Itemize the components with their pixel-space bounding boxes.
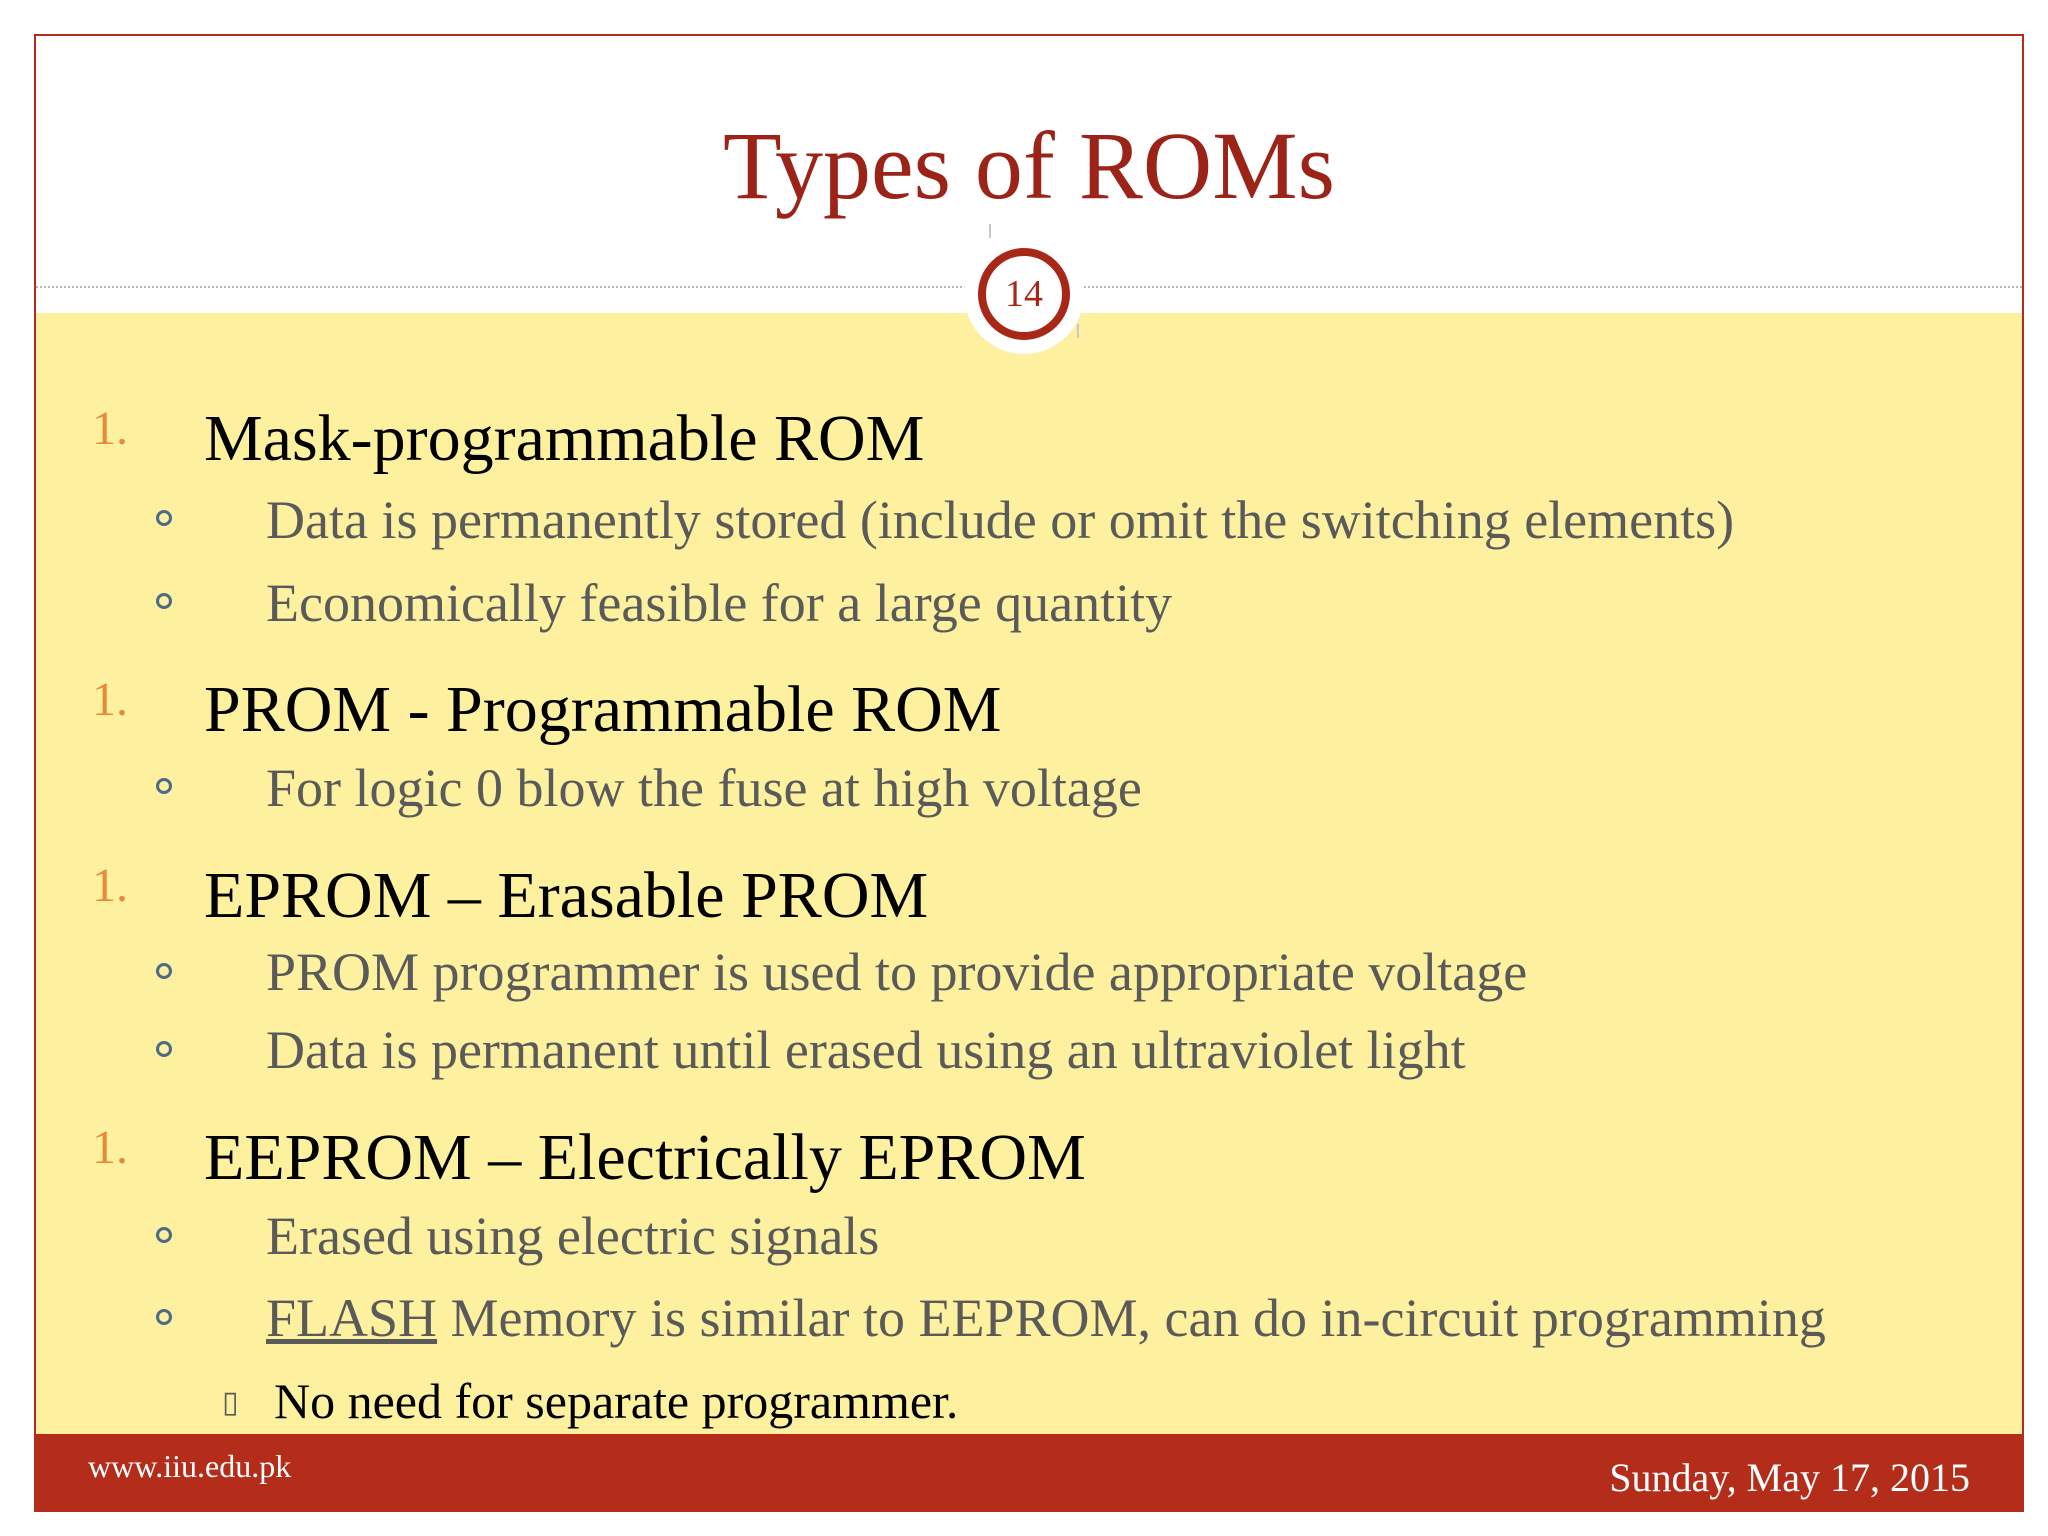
badge-tick	[989, 224, 991, 238]
flash-link[interactable]: FLASH	[266, 1288, 438, 1348]
section-2-heading: PROM - Programmable ROM	[204, 673, 1002, 746]
section-3-bullet-1: PROM programmer is used to provide appropriate voltage	[266, 942, 1528, 1002]
bullet-circle-icon	[156, 778, 172, 794]
slide-footer	[36, 1434, 2022, 1510]
square-bullet-icon: ▯	[222, 1386, 239, 1419]
badge-tick	[1077, 324, 1079, 338]
section-4-bullet-2	[266, 1287, 1826, 1349]
page-number-badge: 14	[978, 248, 1070, 340]
bullet-circle-icon	[156, 1309, 172, 1325]
slide-content	[36, 313, 2022, 1468]
slide-title: Types of ROMs	[723, 112, 1335, 219]
footer-date: Sunday, May 17, 2015	[1609, 1455, 1970, 1500]
section-3-heading: EPROM – Erasable PROM	[204, 859, 929, 932]
bullet-circle-icon	[156, 1041, 172, 1057]
bullet-circle-icon	[156, 963, 172, 979]
section-1-number: 1.	[92, 402, 128, 455]
footer-website: www.iiu.edu.pk	[88, 1448, 292, 1484]
bullet-circle-icon	[156, 593, 172, 609]
section-1-heading: Mask-programmable ROM	[204, 402, 925, 475]
section-2-bullet-1: For logic 0 blow the fuse at high voltage	[266, 758, 1142, 818]
bullet-circle-icon	[156, 1227, 172, 1243]
section-1-bullet-2: Economically feasible for a large quantity	[266, 573, 1173, 633]
flash-bullet-text: Memory is similar to EEPROM, can do in-circuit programming	[437, 1288, 1826, 1348]
bullet-circle-icon	[156, 510, 172, 526]
slide	[34, 34, 2024, 1512]
section-4-number: 1.	[92, 1121, 128, 1174]
section-4-sub-bullet: No need for separate programmer.	[274, 1373, 959, 1429]
section-2-number: 1.	[92, 673, 128, 726]
section-3-number: 1.	[92, 859, 128, 912]
section-4-bullet-1: Erased using electric signals	[266, 1206, 880, 1266]
section-1-bullet-1: Data is permanently stored (include or omit the switching elements)	[266, 490, 1735, 550]
section-4-heading: EEPROM – Electrically EPROM	[204, 1121, 1086, 1194]
section-3-bullet-2: Data is permanent until erased using an ultraviolet light	[266, 1020, 1466, 1080]
